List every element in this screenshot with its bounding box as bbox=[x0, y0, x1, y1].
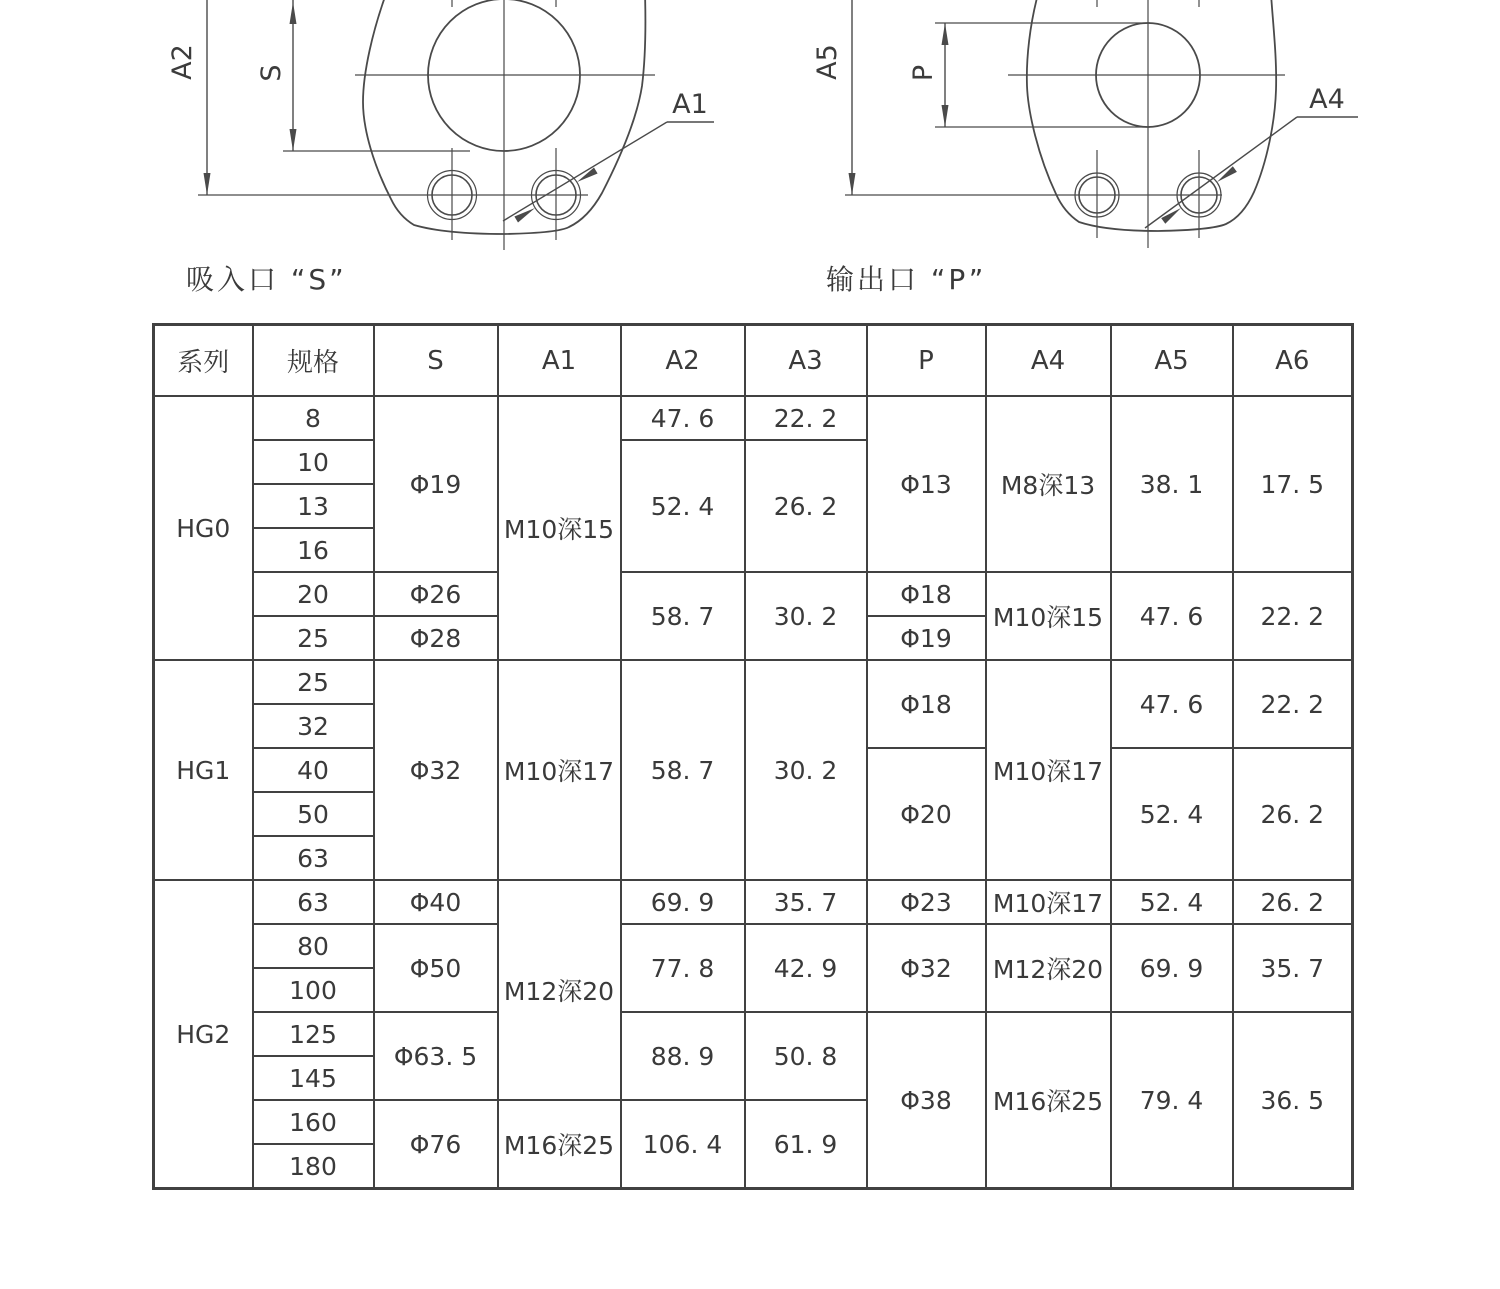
centerlines bbox=[845, 0, 1285, 248]
table-cell: M8深13 bbox=[986, 396, 1111, 572]
table-cell: 30. 2 bbox=[745, 660, 867, 880]
table-cell: 35. 7 bbox=[745, 880, 867, 924]
table-cell: 52. 4 bbox=[1111, 748, 1233, 880]
table-cell: 26. 2 bbox=[1233, 880, 1353, 924]
table-cell: 22. 2 bbox=[1233, 660, 1353, 748]
suction-port-caption: 吸入口 “S” bbox=[186, 263, 347, 296]
table-cell: 47. 6 bbox=[1111, 660, 1233, 748]
column-header: A5 bbox=[1111, 325, 1233, 397]
table-cell: 52. 4 bbox=[621, 440, 745, 572]
table-cell: M16深25 bbox=[986, 1012, 1111, 1189]
table-cell: 22. 2 bbox=[1233, 572, 1353, 660]
dimension-lines bbox=[207, 0, 714, 221]
table-cell: Φ20 bbox=[867, 748, 986, 880]
suction-port-diagram bbox=[167, 0, 714, 250]
column-header: A6 bbox=[1233, 325, 1353, 397]
output-port-caption: 输出口 “P” bbox=[826, 263, 987, 296]
table-cell: 8 bbox=[253, 396, 374, 440]
table-cell: M10深15 bbox=[498, 396, 621, 660]
table-cell: 61. 9 bbox=[745, 1100, 867, 1189]
table-cell: HG0 bbox=[154, 396, 253, 660]
column-header: A4 bbox=[986, 325, 1111, 397]
table-cell: Φ28 bbox=[374, 616, 498, 660]
dim-label-p: P bbox=[908, 64, 939, 82]
dimension-lines bbox=[852, 0, 1358, 228]
table-cell: 79. 4 bbox=[1111, 1012, 1233, 1189]
table-cell: 125 bbox=[253, 1012, 374, 1056]
table-cell: 26. 2 bbox=[745, 440, 867, 572]
table-cell: 38. 1 bbox=[1111, 396, 1233, 572]
table-row bbox=[154, 880, 1353, 924]
dimension-table bbox=[152, 323, 1354, 1190]
table-cell: 69. 9 bbox=[1111, 924, 1233, 1012]
dim-label-s: S bbox=[256, 64, 287, 82]
centerlines bbox=[198, 0, 655, 250]
table-cell: Φ50 bbox=[374, 924, 498, 1012]
flange-outline bbox=[1027, 0, 1276, 231]
table-cell: 30. 2 bbox=[745, 572, 867, 660]
column-header: 规格 bbox=[253, 325, 374, 397]
column-header: A2 bbox=[621, 325, 745, 397]
table-row bbox=[154, 660, 1353, 704]
table-cell: 25 bbox=[253, 616, 374, 660]
table-cell: 77. 8 bbox=[621, 924, 745, 1012]
column-header: A1 bbox=[498, 325, 621, 397]
table-cell: 100 bbox=[253, 968, 374, 1012]
table-cell: 88. 9 bbox=[621, 1012, 745, 1100]
table-cell: 63 bbox=[253, 880, 374, 924]
leader-label-a1: A1 bbox=[672, 89, 708, 120]
table-row bbox=[154, 1012, 1353, 1056]
output-port-diagram bbox=[812, 0, 1358, 248]
leader-label-a4: A4 bbox=[1309, 84, 1345, 115]
table-cell: Φ19 bbox=[867, 616, 986, 660]
table-cell: 180 bbox=[253, 1144, 374, 1189]
table-cell: Φ18 bbox=[867, 572, 986, 616]
table-cell: 22. 2 bbox=[745, 396, 867, 440]
table-cell: M10深17 bbox=[986, 660, 1111, 880]
table-cell: 50. 8 bbox=[745, 1012, 867, 1100]
table-cell: 20 bbox=[253, 572, 374, 616]
column-header: S bbox=[374, 325, 498, 397]
table-cell: Φ76 bbox=[374, 1100, 498, 1189]
table-cell: 26. 2 bbox=[1233, 748, 1353, 880]
table-cell: HG2 bbox=[154, 880, 253, 1189]
table-cell: Φ13 bbox=[867, 396, 986, 572]
column-header: 系列 bbox=[154, 325, 253, 397]
table-cell: 52. 4 bbox=[1111, 880, 1233, 924]
table-row bbox=[154, 396, 1353, 440]
table-cell: 42. 9 bbox=[745, 924, 867, 1012]
table-cell: Φ18 bbox=[867, 660, 986, 748]
table-cell: Φ32 bbox=[374, 660, 498, 880]
dimension-arrows bbox=[849, 23, 1237, 224]
table-cell: 47. 6 bbox=[1111, 572, 1233, 660]
table-cell: M16深25 bbox=[498, 1100, 621, 1189]
table-cell: M10深15 bbox=[986, 572, 1111, 660]
table-cell: 58. 7 bbox=[621, 572, 745, 660]
table-cell: M12深20 bbox=[498, 880, 621, 1100]
table-cell: M12深20 bbox=[986, 924, 1111, 1012]
table-cell: 13 bbox=[253, 484, 374, 528]
column-header: P bbox=[867, 325, 986, 397]
table-cell: 10 bbox=[253, 440, 374, 484]
table-cell: 145 bbox=[253, 1056, 374, 1100]
table-row bbox=[154, 572, 1353, 616]
dimension-arrows bbox=[204, 2, 598, 223]
table-cell: Φ23 bbox=[867, 880, 986, 924]
table-cell: 25 bbox=[253, 660, 374, 704]
column-header: A3 bbox=[745, 325, 867, 397]
table-cell: 58. 7 bbox=[621, 660, 745, 880]
table-cell: M10深17 bbox=[986, 880, 1111, 924]
table-cell: 40 bbox=[253, 748, 374, 792]
dim-label-a5: A5 bbox=[812, 44, 843, 80]
table-cell: 63 bbox=[253, 836, 374, 880]
table-cell: 35. 7 bbox=[1233, 924, 1353, 1012]
table-cell: 32 bbox=[253, 704, 374, 748]
table-cell: 80 bbox=[253, 924, 374, 968]
table-cell: Φ40 bbox=[374, 880, 498, 924]
table-cell: M10深17 bbox=[498, 660, 621, 880]
table-cell: 17. 5 bbox=[1233, 396, 1353, 572]
table-cell: 50 bbox=[253, 792, 374, 836]
table-row bbox=[154, 924, 1353, 968]
table-cell: 69. 9 bbox=[621, 880, 745, 924]
dim-label-a2: A2 bbox=[167, 44, 198, 80]
dimension-table-container bbox=[152, 323, 1354, 1190]
table-header-row bbox=[154, 325, 1353, 397]
table-cell: Φ38 bbox=[867, 1012, 986, 1189]
table-cell: 36. 5 bbox=[1233, 1012, 1353, 1189]
table-cell: 106. 4 bbox=[621, 1100, 745, 1189]
table-cell: 47. 6 bbox=[621, 396, 745, 440]
table-cell: 160 bbox=[253, 1100, 374, 1144]
table-cell: Φ19 bbox=[374, 396, 498, 572]
table-cell: Φ32 bbox=[867, 924, 986, 1012]
table-cell: HG1 bbox=[154, 660, 253, 880]
table-cell: 16 bbox=[253, 528, 374, 572]
table-cell: Φ26 bbox=[374, 572, 498, 616]
table-cell: Φ63. 5 bbox=[374, 1012, 498, 1100]
